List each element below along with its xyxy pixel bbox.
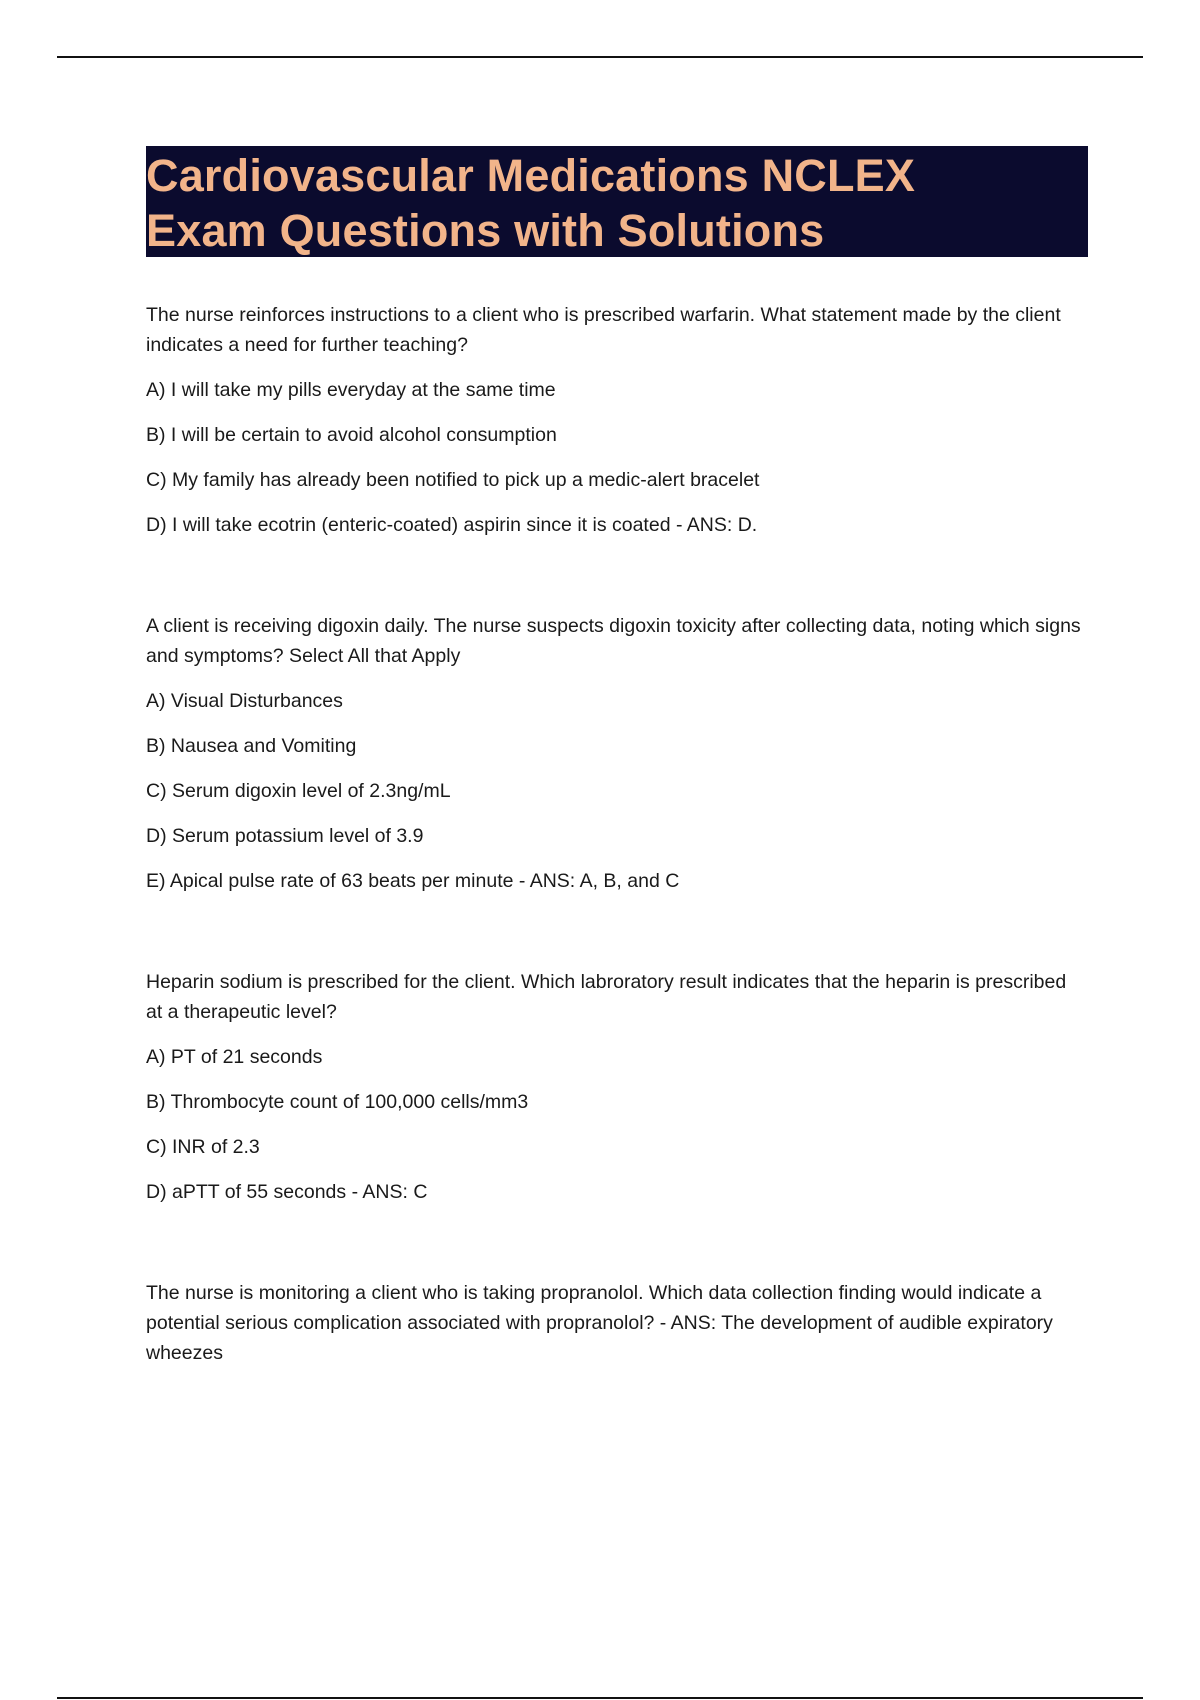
answer-option: C) My family has already been notified to pick up a medic-alert bracelet xyxy=(146,469,760,491)
title-line-2: Exam Questions with Solutions xyxy=(146,205,825,256)
question-stem: The nurse reinforces instructions to a client who is prescribed warfarin. What statement made by the client indicates a need for further teaching? xyxy=(146,304,1061,356)
answer-option: B) I will be certain to avoid alcohol consumption xyxy=(146,424,557,446)
bottom-rule xyxy=(57,1697,1143,1699)
answer-option: E) Apical pulse rate of 63 beats per minute - ANS: A, B, and C xyxy=(146,870,680,892)
title-line-1: Cardiovascular Medications NCLEX xyxy=(146,150,916,201)
question-block-1 xyxy=(146,300,1086,540)
question-block-2 xyxy=(146,611,1086,896)
spacer xyxy=(146,911,1086,967)
title-banner xyxy=(146,146,1088,257)
top-rule xyxy=(57,56,1143,58)
spacer xyxy=(146,555,1086,611)
answer-option: B) Thrombocyte count of 100,000 cells/mm3 xyxy=(146,1091,529,1113)
spacer xyxy=(146,1222,1086,1278)
question-block-3 xyxy=(146,967,1086,1207)
document-title xyxy=(146,148,1088,258)
question-stem: The nurse is monitoring a client who is taking propranolol. Which data collection finding would indicate a potential serious complication associated with propranolol? - ANS: The development of audible expiratory wheezes xyxy=(146,1282,1053,1364)
answer-option: D) I will take ecotrin (enteric-coated) aspirin since it is coated - ANS: D. xyxy=(146,514,758,536)
answer-option: C) INR of 2.3 xyxy=(146,1136,260,1158)
answer-option: B) Nausea and Vomiting xyxy=(146,735,357,757)
question-stem: A client is receiving digoxin daily. The nurse suspects digoxin toxicity after collecting data, noting which signs and symptoms? Select All that Apply xyxy=(146,615,1081,667)
question-list xyxy=(146,300,1086,1383)
question-stem: Heparin sodium is prescribed for the client. Which labroratory result indicates that the heparin is prescribed at a therapeutic level? xyxy=(146,971,1067,1023)
answer-option: A) I will take my pills everyday at the same time xyxy=(146,379,556,401)
answer-option: A) PT of 21 seconds xyxy=(146,1046,323,1068)
question-block-4 xyxy=(146,1278,1086,1368)
answer-option: D) Serum potassium level of 3.9 xyxy=(146,825,424,847)
answer-option: A) Visual Disturbances xyxy=(146,690,343,712)
answer-option: C) Serum digoxin level of 2.3ng/mL xyxy=(146,780,451,802)
answer-option: D) aPTT of 55 seconds - ANS: C xyxy=(146,1181,428,1203)
